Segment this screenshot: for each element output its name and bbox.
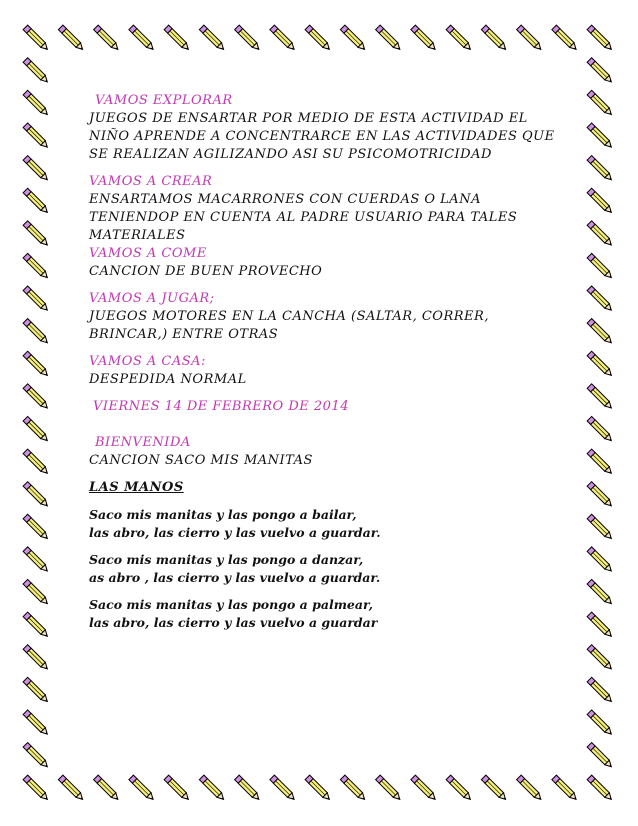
section-line: ENSARTAMOS MACARRONES CON CUERDAS O LANA <box>89 192 481 207</box>
bienvenida-line: CANCION SACO MIS MANITAS <box>89 453 313 468</box>
pencil-icon <box>587 384 614 411</box>
pencil-icon <box>587 253 614 280</box>
pencil-icon <box>23 90 50 117</box>
pencil-icon <box>517 25 544 52</box>
pencil-icon <box>23 384 50 411</box>
pencil-icon <box>23 482 50 509</box>
pencil-icon <box>376 25 403 52</box>
song-line: Saco mis manitas y las pongo a danzar, <box>89 552 364 567</box>
pencil-icon <box>587 677 614 704</box>
section-line: BRINCAR,) ENTRE OTRAS <box>89 327 279 342</box>
pencil-icon <box>587 710 614 737</box>
pencil-icon <box>270 25 297 52</box>
pencil-icon <box>587 319 614 346</box>
pencil-icon <box>587 547 614 574</box>
pencil-icon <box>587 645 614 672</box>
pencil-icon <box>587 612 614 639</box>
pencil-icon <box>587 514 614 541</box>
section-line: DESPEDIDA NORMAL <box>89 372 247 387</box>
pencil-icon <box>23 351 50 378</box>
pencil-icon <box>129 25 156 52</box>
pencil-icon <box>587 25 614 52</box>
pencil-icon <box>587 90 614 117</box>
pencil-icon <box>23 449 50 476</box>
pencil-icon <box>340 25 367 52</box>
song-line: las abro, las cierro y las vuelvo a guardar. <box>89 525 381 540</box>
pencil-icon <box>23 645 50 672</box>
pencil-icon <box>481 25 508 52</box>
pencil-icon <box>23 612 50 639</box>
song-line: as abro , las cierro y las vuelvo a guardar. <box>89 570 381 585</box>
pencil-icon <box>23 416 50 443</box>
pencil-icon <box>164 25 191 52</box>
song-line: Saco mis manitas y las pongo a palmear, <box>89 597 374 612</box>
pencil-icon <box>23 188 50 215</box>
section-line: NIÑO APRENDE A CONCENTRARCE EN LAS ACTIVIDADES QUE <box>89 129 555 144</box>
pencil-icon <box>340 775 367 802</box>
pencil-icon <box>552 775 579 802</box>
section-heading-explorar: VAMOS EXPLORAR <box>95 93 233 108</box>
pencil-icon <box>587 351 614 378</box>
pencil-icon <box>411 775 438 802</box>
pencil-icon <box>23 514 50 541</box>
pencil-icon <box>23 156 50 183</box>
pencil-icon <box>23 221 50 248</box>
section-line: SE REALIZAN AGILIZANDO ASI SU PSICOMOTRICIDAD <box>89 147 492 162</box>
pencil-icon <box>58 25 85 52</box>
pencil-icon <box>587 449 614 476</box>
pencil-icon <box>23 319 50 346</box>
bienvenida-heading: BIENVENIDA <box>95 435 191 450</box>
pencil-icon <box>270 775 297 802</box>
pencil-icon <box>235 25 262 52</box>
date-heading: VIERNES 14 DE FEBRERO DE 2014 <box>93 399 349 414</box>
pencil-icon <box>129 775 156 802</box>
pencil-icon <box>587 579 614 606</box>
song-title: LAS MANOS <box>89 480 184 495</box>
section-heading-come: VAMOS A COME <box>89 246 207 261</box>
section-line: JUEGOS DE ENSARTAR POR MEDIO DE ESTA ACTIVIDAD EL <box>89 111 528 126</box>
pencil-icon <box>235 775 262 802</box>
pencil-icon <box>587 156 614 183</box>
pencil-icon <box>58 775 85 802</box>
pencil-icon <box>23 579 50 606</box>
pencil-icon <box>517 775 544 802</box>
pencil-icon <box>587 221 614 248</box>
section-heading-casa: VAMOS A CASA: <box>89 354 206 369</box>
pencil-icon <box>587 416 614 443</box>
pencil-icon <box>23 58 50 85</box>
pencil-icon <box>587 775 614 802</box>
pencil-icon <box>587 743 614 770</box>
pencil-icon <box>587 482 614 509</box>
pencil-icon <box>94 25 121 52</box>
pencil-icon <box>199 775 226 802</box>
pencil-icon <box>587 188 614 215</box>
section-line: JUEGOS MOTORES EN LA CANCHA (SALTAR, CORRER, <box>89 309 489 324</box>
pencil-icon <box>23 743 50 770</box>
section-line: MATERIALES <box>89 228 186 243</box>
pencil-icon <box>23 677 50 704</box>
pencil-icon <box>164 775 191 802</box>
song-line: las abro, las cierro y las vuelvo a guardar <box>89 615 378 630</box>
pencil-icon <box>305 775 332 802</box>
section-heading-crear: VAMOS A CREAR <box>89 174 213 189</box>
pencil-icon <box>23 547 50 574</box>
pencil-icon <box>23 710 50 737</box>
pencil-icon <box>376 775 403 802</box>
section-heading-jugar: VAMOS A JUGAR; <box>89 291 215 306</box>
pencil-icon <box>23 253 50 280</box>
document-body <box>89 92 579 632</box>
pencil-icon <box>587 123 614 150</box>
pencil-icon <box>94 775 121 802</box>
pencil-icon <box>446 775 473 802</box>
pencil-icon <box>411 25 438 52</box>
pencil-icon <box>587 286 614 313</box>
pencil-icon <box>23 286 50 313</box>
pencil-icon <box>199 25 226 52</box>
pencil-icon <box>481 775 508 802</box>
pencil-icon <box>446 25 473 52</box>
song-line: Saco mis manitas y las pongo a bailar, <box>89 507 357 522</box>
pencil-icon <box>305 25 332 52</box>
section-line: CANCION DE BUEN PROVECHO <box>89 264 323 279</box>
pencil-icon <box>23 25 50 52</box>
section-line: TENIENDOP EN CUENTA AL PADRE USUARIO PARA TALES <box>89 210 518 225</box>
pencil-icon <box>23 775 50 802</box>
pencil-icon <box>587 58 614 85</box>
pencil-icon <box>23 123 50 150</box>
pencil-icon <box>552 25 579 52</box>
